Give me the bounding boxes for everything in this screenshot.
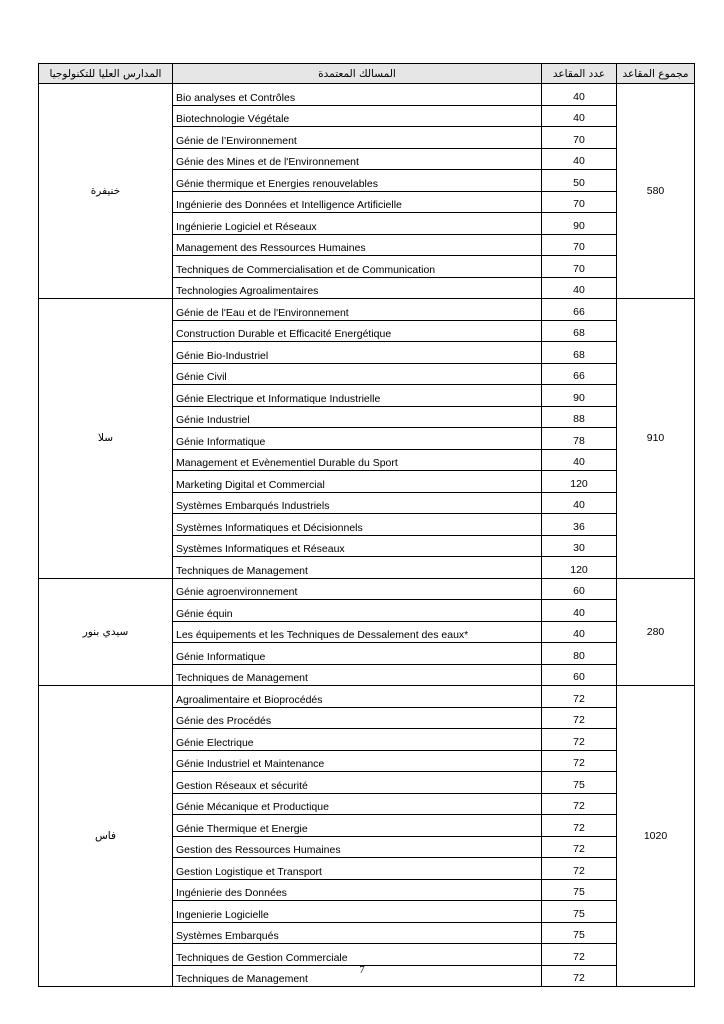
seats-cell: 72 bbox=[542, 707, 617, 729]
program-name-cell: Génie agroenvironnement bbox=[173, 578, 542, 600]
seats-cell: 75 bbox=[542, 772, 617, 794]
program-name-cell: Gestion Réseaux et sécurité bbox=[173, 772, 542, 794]
seats-cell: 120 bbox=[542, 471, 617, 493]
seats-cell: 72 bbox=[542, 793, 617, 815]
table-header-row bbox=[39, 64, 695, 84]
program-name-cell: Management des Ressources Humaines bbox=[173, 234, 542, 256]
seats-cell: 70 bbox=[542, 256, 617, 278]
seats-cell: 72 bbox=[542, 686, 617, 708]
program-name-cell: Génie de l'Eau et de l'Environnement bbox=[173, 299, 542, 321]
seats-cell: 72 bbox=[542, 944, 617, 966]
program-name-cell: Management et Evènementiel Durable du Sport bbox=[173, 449, 542, 471]
program-name-cell: Bio analyses et Contrôles bbox=[173, 84, 542, 106]
table-body bbox=[39, 84, 695, 987]
seats-cell: 72 bbox=[542, 815, 617, 837]
table-row bbox=[39, 84, 695, 106]
school-name-cell: سلا bbox=[39, 299, 173, 579]
seats-cell: 40 bbox=[542, 148, 617, 170]
program-name-cell: Techniques de Management bbox=[173, 557, 542, 579]
seats-cell: 80 bbox=[542, 643, 617, 665]
program-name-cell: Les équipements et les Techniques de Dessalement des eaux* bbox=[173, 621, 542, 643]
seats-cell: 70 bbox=[542, 234, 617, 256]
seats-cell: 30 bbox=[542, 535, 617, 557]
program-name-cell: Génie des Mines et de l'Environnement bbox=[173, 148, 542, 170]
program-name-cell: Systèmes Informatiques et Décisionnels bbox=[173, 514, 542, 536]
seats-cell: 72 bbox=[542, 750, 617, 772]
seats-cell: 90 bbox=[542, 213, 617, 235]
seats-cell: 90 bbox=[542, 385, 617, 407]
program-name-cell: Génie Electrique bbox=[173, 729, 542, 751]
program-name-cell: Génie Civil bbox=[173, 363, 542, 385]
program-name-cell: Marketing Digital et Commercial bbox=[173, 471, 542, 493]
program-name-cell: Génie Electrique et Informatique Industrielle bbox=[173, 385, 542, 407]
program-name-cell: Techniques de Management bbox=[173, 965, 542, 987]
seats-cell: 70 bbox=[542, 191, 617, 213]
program-name-cell: Ingénierie des Données bbox=[173, 879, 542, 901]
seats-cell: 75 bbox=[542, 879, 617, 901]
programs-table bbox=[38, 63, 695, 987]
program-name-cell: Gestion Logistique et Transport bbox=[173, 858, 542, 880]
program-name-cell: Génie thermique et Energies renouvelables bbox=[173, 170, 542, 192]
seats-cell: 68 bbox=[542, 320, 617, 342]
seats-cell: 78 bbox=[542, 428, 617, 450]
seats-cell: 40 bbox=[542, 621, 617, 643]
program-name-cell: Gestion des Ressources Humaines bbox=[173, 836, 542, 858]
program-name-cell: Génie des Procédés bbox=[173, 707, 542, 729]
total-seats-cell: 280 bbox=[617, 578, 695, 686]
program-name-cell: Techniques de Commercialisation et de Communication bbox=[173, 256, 542, 278]
seats-cell: 75 bbox=[542, 922, 617, 944]
table-row bbox=[39, 686, 695, 708]
seats-cell: 40 bbox=[542, 84, 617, 106]
program-name-cell: Ingenierie Logicielle bbox=[173, 901, 542, 923]
seats-cell: 66 bbox=[542, 363, 617, 385]
seats-cell: 70 bbox=[542, 127, 617, 149]
header-school: المدارس العليا للتكنولوجيا bbox=[39, 64, 173, 84]
header-seats: عدد المقاعد bbox=[542, 64, 617, 84]
seats-cell: 72 bbox=[542, 965, 617, 987]
seats-cell: 66 bbox=[542, 299, 617, 321]
program-name-cell: Systèmes Embarqués bbox=[173, 922, 542, 944]
program-name-cell: Génie Informatique bbox=[173, 643, 542, 665]
seats-cell: 75 bbox=[542, 901, 617, 923]
program-name-cell: Construction Durable et Efficacité Energétique bbox=[173, 320, 542, 342]
header-program: المسالك المعتمدة bbox=[173, 64, 542, 84]
seats-cell: 72 bbox=[542, 729, 617, 751]
program-name-cell: Génie Thermique et Energie bbox=[173, 815, 542, 837]
school-name-cell: خنيفرة bbox=[39, 84, 173, 299]
table-row bbox=[39, 578, 695, 600]
program-name-cell: Techniques de Gestion Commerciale bbox=[173, 944, 542, 966]
seats-cell: 50 bbox=[542, 170, 617, 192]
seats-cell: 40 bbox=[542, 600, 617, 622]
seats-cell: 40 bbox=[542, 277, 617, 299]
seats-cell: 40 bbox=[542, 105, 617, 127]
seats-cell: 40 bbox=[542, 492, 617, 514]
program-name-cell: Systèmes Informatiques et Réseaux bbox=[173, 535, 542, 557]
program-name-cell: Génie équin bbox=[173, 600, 542, 622]
page-number: 7 bbox=[359, 964, 365, 976]
seats-cell: 72 bbox=[542, 858, 617, 880]
total-seats-cell: 910 bbox=[617, 299, 695, 579]
seats-cell: 40 bbox=[542, 449, 617, 471]
program-name-cell: Techniques de Management bbox=[173, 664, 542, 686]
program-name-cell: Ingénierie des Données et Intelligence Artificielle bbox=[173, 191, 542, 213]
program-name-cell: Génie Industriel et Maintenance bbox=[173, 750, 542, 772]
total-seats-cell: 580 bbox=[617, 84, 695, 299]
program-name-cell: Technologies Agroalimentaires bbox=[173, 277, 542, 299]
school-name-cell: فاس bbox=[39, 686, 173, 987]
total-seats-cell: 1020 bbox=[617, 686, 695, 987]
seats-cell: 60 bbox=[542, 664, 617, 686]
seats-cell: 120 bbox=[542, 557, 617, 579]
seats-cell: 68 bbox=[542, 342, 617, 364]
program-name-cell: Systèmes Embarqués Industriels bbox=[173, 492, 542, 514]
program-name-cell: Génie de l’Environnement bbox=[173, 127, 542, 149]
program-name-cell: Biotechnologie Végétale bbox=[173, 105, 542, 127]
program-name-cell: Ingénierie Logiciel et Réseaux bbox=[173, 213, 542, 235]
program-name-cell: Agroalimentaire et Bioprocédés bbox=[173, 686, 542, 708]
program-name-cell: Génie Industriel bbox=[173, 406, 542, 428]
seats-cell: 88 bbox=[542, 406, 617, 428]
seats-cell: 60 bbox=[542, 578, 617, 600]
seats-cell: 72 bbox=[542, 836, 617, 858]
seats-cell: 36 bbox=[542, 514, 617, 536]
table-row bbox=[39, 299, 695, 321]
school-name-cell: سيدي بنور bbox=[39, 578, 173, 686]
header-total: مجموع المقاعد bbox=[617, 64, 695, 84]
program-name-cell: Génie Bio-Industriel bbox=[173, 342, 542, 364]
program-name-cell: Génie Informatique bbox=[173, 428, 542, 450]
program-name-cell: Génie Mécanique et Productique bbox=[173, 793, 542, 815]
